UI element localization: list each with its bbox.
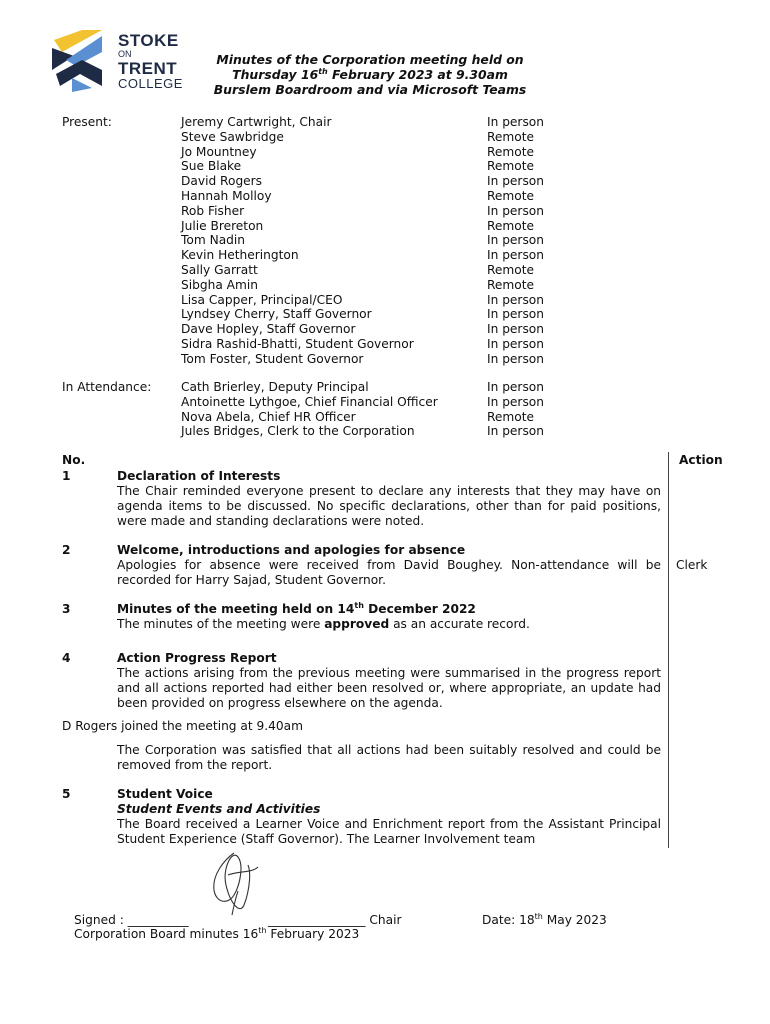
present-names-list (181, 115, 414, 367)
item-text: The actions arising from the previous meeting were summarised in the progress report and all actions reported had either been resolved or, where appropriate, an update had been provided on progress elsewhere on the agenda. (117, 666, 661, 710)
logo-word-college: COLLEGE (118, 76, 183, 91)
present-status: In person (487, 336, 544, 351)
present-name: Sibgha Amin (181, 277, 258, 292)
document-title (160, 52, 580, 97)
present-status: Remote (487, 262, 535, 277)
present-status: Remote (487, 188, 535, 203)
present-name: Lisa Capper, Principal/CEO (181, 292, 343, 307)
present-status: In person (487, 233, 544, 248)
present-status: In person (487, 174, 544, 189)
footer-document-reference: Corporation Board minutes 16th February 2023 (74, 925, 360, 941)
attendance-name: Jules Bridges, Clerk to the Corporation (181, 424, 415, 439)
item-text: The Chair reminded everyone present to declare any interests that they may have on agenda items to be discussed. No specific declarations, other than for paid positions, were made and standing declarations were noted. (117, 484, 661, 528)
present-name: Dave Hopley, Staff Governor (181, 322, 356, 337)
attendance-status: Remote (487, 409, 535, 424)
action-column-divider (668, 452, 669, 848)
item-number: 2 (62, 543, 71, 557)
present-label: Present: (62, 115, 112, 129)
college-logo-mark (52, 30, 114, 92)
item-text: The Corporation was satisfied that all actions had been suitably resolved and could be removed from the report. (117, 743, 661, 772)
present-status: Remote (487, 218, 535, 233)
present-status: Remote (487, 159, 535, 174)
number-column-header: No. (62, 453, 86, 467)
item-number: 1 (62, 469, 71, 483)
present-name: Steve Sawbridge (181, 129, 284, 144)
present-name: Jo Mountney (181, 144, 257, 159)
attendance-name: Nova Abela, Chief HR Officer (181, 409, 356, 424)
present-name: Kevin Hetherington (181, 248, 299, 263)
attendance-status: In person (487, 380, 544, 394)
attendance-label: In Attendance: (62, 380, 152, 394)
attendance-name: Antoinette Lythgoe, Chief Financial Officer (181, 394, 438, 409)
title-line-1: Minutes of the Corporation meeting held on (216, 52, 524, 67)
present-name: Rob Fisher (181, 203, 245, 218)
item-number: 5 (62, 787, 71, 801)
present-name: Jeremy Cartwright, Chair (181, 115, 332, 129)
item-number: 4 (62, 651, 71, 665)
present-name: Tom Nadin (181, 233, 246, 248)
present-name: Sally Garratt (181, 262, 258, 277)
logo-word-stoke: STOKE (118, 31, 179, 50)
attendance-name: Cath Brierley, Deputy Principal (181, 380, 369, 394)
present-name: Lyndsey Cherry, Staff Governor (181, 307, 372, 322)
item-heading: Minutes of the meeting held on 14th December 2022 (117, 600, 476, 616)
chair-signature-line: ________________ Chair (268, 913, 402, 927)
signed-date: Date: 18th May 2023 (482, 911, 607, 927)
item-heading: Declaration of Interests (117, 469, 281, 483)
present-status: Remote (487, 129, 535, 144)
present-status: In person (487, 292, 544, 307)
present-status: In person (487, 307, 544, 322)
item-note: D Rogers joined the meeting at 9.40am (62, 719, 304, 733)
present-status: Remote (487, 144, 535, 159)
item-action-owner: Clerk (676, 558, 708, 572)
action-column-header: Action (679, 453, 723, 467)
title-line-2: Thursday 16th February 2023 at 9.30am (232, 66, 508, 82)
present-name: Hannah Molloy (181, 188, 272, 203)
present-name: David Rogers (181, 174, 263, 189)
attendance-status: In person (487, 424, 544, 439)
present-name: Sidra Rashid-Bhatti, Student Governor (181, 336, 414, 351)
present-name: Julie Brereton (181, 218, 264, 233)
item-text: The Board received a Learner Voice and Enrichment report from the Assistant Principal Student Experience (Staff Governor). The Learner Involvement team (117, 817, 661, 846)
present-status: In person (487, 322, 544, 337)
title-line-3: Burslem Boardroom and via Microsoft Teams (213, 82, 527, 97)
signature-image (204, 845, 264, 925)
item-text: Apologies for absence were received from David Boughey. Non-attendance will be recorded for Harry Sajad, Student Governor. (117, 558, 661, 587)
attendance-names-list (181, 380, 438, 439)
attendance-status: In person (487, 394, 544, 409)
signed-line: Signed : __________ (74, 913, 189, 927)
attendance-status-list (487, 380, 544, 439)
present-name: Tom Foster, Student Governor (181, 351, 364, 366)
item-subheading: Student Events and Activities (117, 802, 321, 816)
logo-word-trent: TRENT (118, 59, 178, 78)
logo-word-on: ON (118, 49, 132, 59)
present-status: In person (487, 203, 544, 218)
present-status: In person (487, 115, 544, 129)
present-status-list (487, 115, 544, 367)
item-heading: Welcome, introductions and apologies for absence (117, 543, 466, 557)
present-status: In person (487, 351, 544, 366)
present-status: In person (487, 248, 544, 263)
present-status: Remote (487, 277, 535, 292)
item-text: The minutes of the meeting were approved as an accurate record. (117, 617, 530, 631)
item-heading: Action Progress Report (117, 651, 277, 665)
present-name: Sue Blake (181, 159, 242, 174)
item-number: 3 (62, 602, 71, 616)
item-heading: Student Voice (117, 787, 213, 801)
